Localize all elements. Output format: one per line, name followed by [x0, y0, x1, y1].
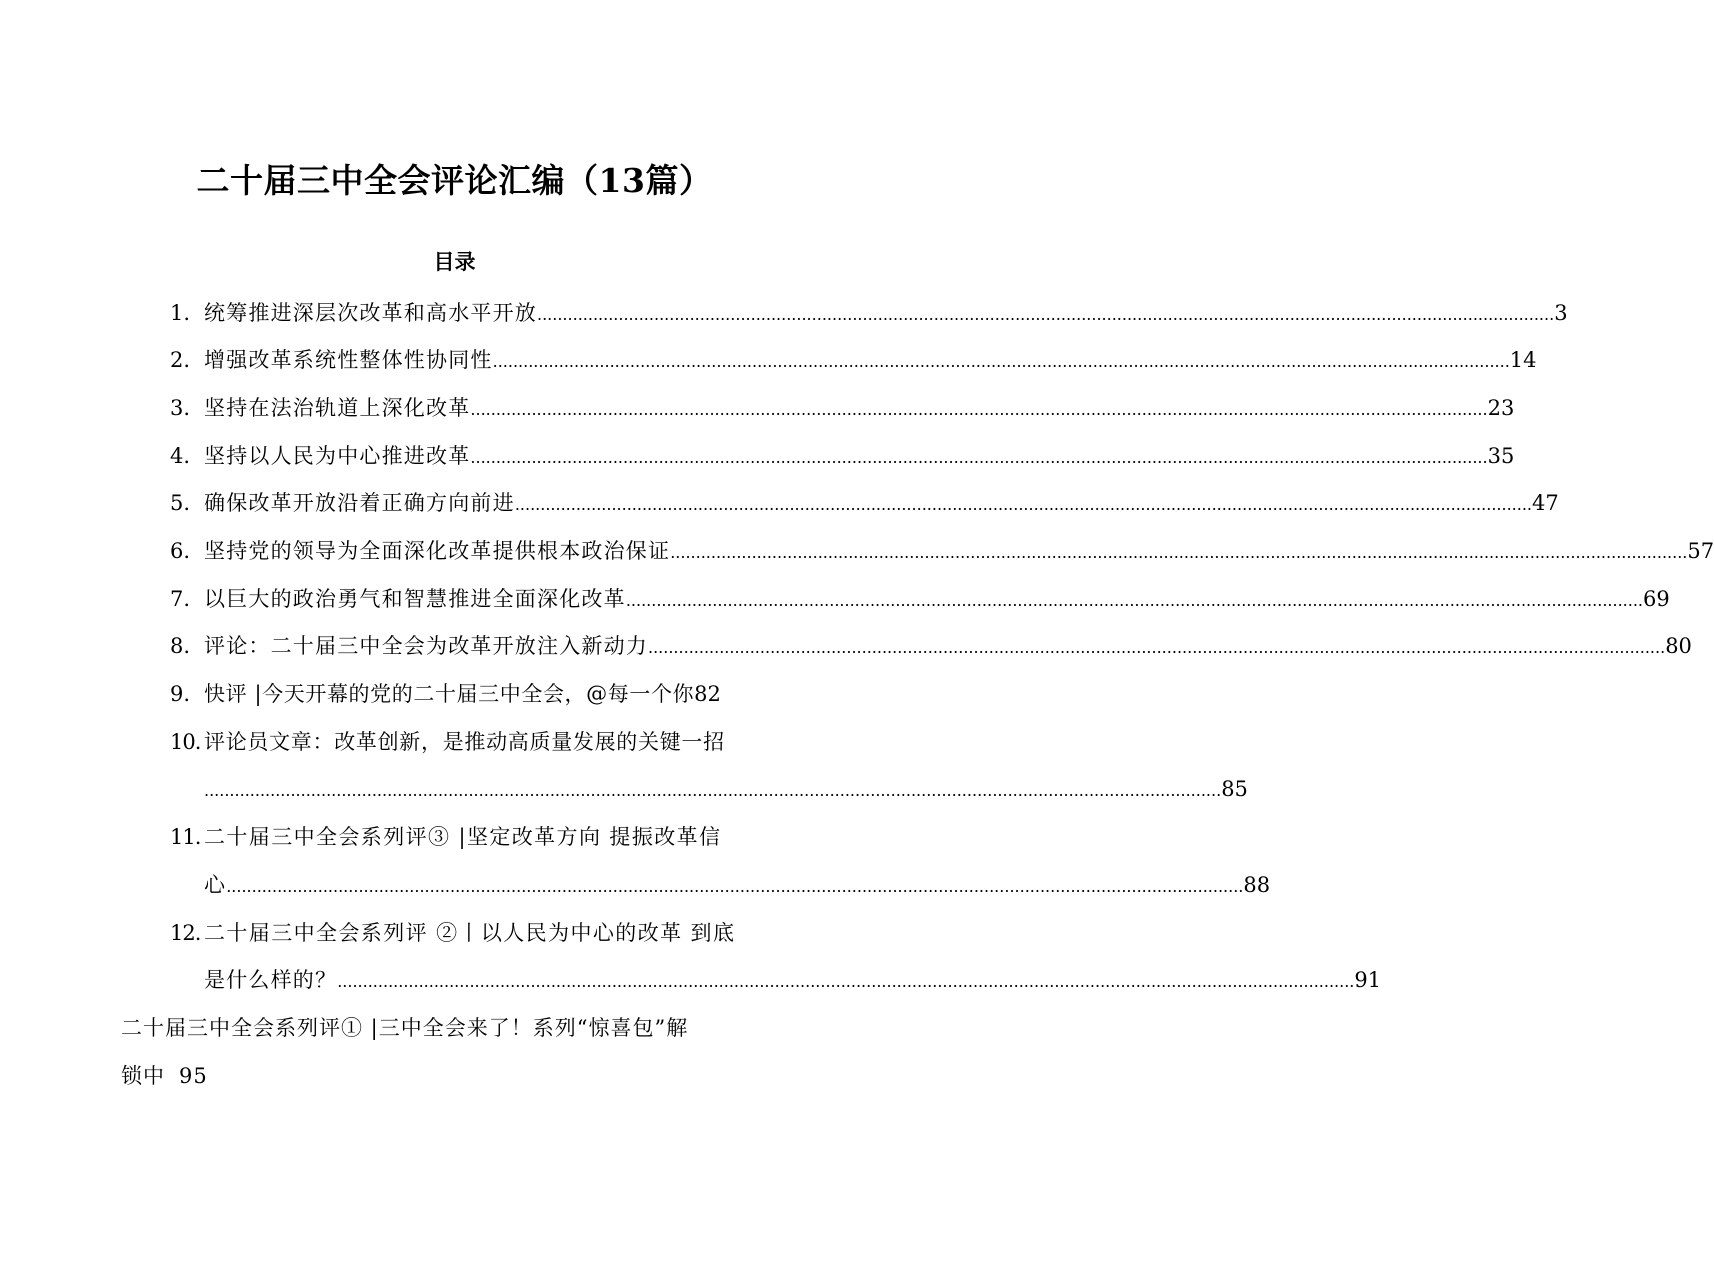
toc-entry-text-continued: 心 [204, 873, 227, 897]
toc-entry-text: 快评 |今天开幕的党的二十届三中全会，@每一个你 [204, 682, 695, 706]
toc-leader-dots: ........................................................................................................................................................................................................ [204, 781, 1222, 800]
toc-entry-text: 坚持以人民为中心推进改革 [204, 444, 471, 468]
toc-entry-12-continuation[interactable] [204, 964, 1382, 996]
toc-entry-text: 确保改革开放沿着正确方向前进 [204, 491, 515, 515]
toc-entry-3[interactable] [170, 392, 1515, 424]
toc-entry-page: 23 [1487, 396, 1515, 420]
toc-entry-page: 82 [694, 682, 721, 706]
toc-entry-page: 57 [1687, 539, 1714, 563]
toc-entry-text: 二十届三中全会系列评 ②丨以人民为中心的改革 到底 [204, 921, 736, 945]
toc-entry-page: 80 [1665, 634, 1692, 658]
toc-entry-6[interactable] [170, 535, 1714, 567]
toc-leader-dots: ........................................................................................................................................................................................................ [470, 448, 1488, 467]
toc-entry-1[interactable] [170, 297, 1568, 329]
toc-entry-page: 35 [1487, 444, 1515, 468]
toc-entry-text: 二十届三中全会系列评③ |坚定改革方向 提振改革信 [204, 825, 722, 849]
toc-entry-number: 3. [170, 396, 191, 420]
toc-entry-page: 91 [1354, 968, 1382, 992]
toc-entry-number: 8. [170, 634, 191, 658]
toc-entry-8[interactable] [170, 630, 1692, 662]
toc-entry-number: 12. [170, 921, 201, 945]
toc-entry-number: 6. [170, 539, 191, 563]
toc-entry-number: 10. [170, 730, 201, 754]
toc-entry-number: 2. [170, 348, 191, 372]
toc-entry-12[interactable] [170, 917, 790, 949]
toc-entry-page: 88 [1243, 873, 1271, 897]
toc-entry-text: 坚持党的领导为全面深化改革提供根本政治保证 [204, 539, 671, 563]
toc-entry-text: 增强改革系统性整体性协同性 [204, 348, 493, 372]
toc-entry-9[interactable] [170, 678, 790, 710]
toc-entry-number: 11. [170, 825, 201, 849]
toc-entry-number: 4. [170, 444, 191, 468]
toc-entry-10[interactable] [170, 726, 790, 758]
toc-entry-page: 14 [1509, 348, 1537, 372]
toc-leader-dots: ........................................................................................................................................................................................................ [670, 543, 1688, 562]
toc-entry-text: 坚持在法治轨道上深化改革 [204, 396, 471, 420]
toc-entry-text-continued: 锁中 [121, 1064, 165, 1088]
toc-entry-10-continuation[interactable] [204, 773, 1248, 805]
toc-entry-page: 69 [1643, 587, 1670, 611]
toc-entry-text: 评论：二十届三中全会为改革开放注入新动力 [204, 634, 648, 658]
toc-leader-dots: ........................................................................................................................................................................................................ [648, 638, 1666, 657]
toc-heading: 目录 [433, 249, 476, 274]
toc-entry-page: 95 [179, 1064, 208, 1088]
toc-entry-5[interactable] [170, 487, 1559, 519]
toc-entry-text: 统筹推进深层次改革和高水平开放 [204, 301, 537, 325]
toc-leader-dots: ........................................................................................................................................................................................................ [625, 591, 1643, 610]
toc-leader-dots: ........................................................................................................................................................................................................ [537, 305, 1555, 324]
toc-leader-dots: ........................................................................................................................................................................................................ [226, 877, 1244, 896]
toc-entry-number: 7. [170, 587, 191, 611]
document-title: 二十届三中全会评论汇编（13篇） [196, 161, 713, 200]
toc-entry-number: 5. [170, 491, 191, 515]
toc-leader-dots: ........................................................................................................................................................................................................ [337, 972, 1355, 991]
toc-entry-text: 以巨大的政治勇气和智慧推进全面深化改革 [204, 587, 626, 611]
toc-entry-number: 9. [170, 682, 191, 706]
toc-entry-13-line2[interactable] [121, 1060, 208, 1092]
toc-entry-page: 47 [1532, 491, 1559, 515]
toc-entry-11-continuation[interactable] [204, 869, 1271, 901]
toc-entry-4[interactable] [170, 440, 1515, 472]
toc-entry-13-line1[interactable]: 二十届三中全会系列评① |三中全会来了！系列“惊喜包”解 [121, 1016, 689, 1040]
toc-leader-dots: ........................................................................................................................................................................................................ [492, 352, 1510, 371]
toc-entry-page: 3 [1554, 301, 1568, 325]
toc-entry-2[interactable] [170, 344, 1537, 376]
toc-leader-dots: ........................................................................................................................................................................................................ [514, 495, 1532, 514]
toc-entry-page: 85 [1221, 777, 1248, 801]
toc-entry-number: 1. [170, 301, 191, 325]
toc-entry-text-continued: 是什么样的？ [204, 968, 338, 992]
toc-entry-7[interactable] [170, 583, 1670, 615]
toc-entry-11[interactable] [170, 821, 790, 853]
toc-entry-text: 评论员文章：改革创新，是推动高质量发展的关键一招 [204, 730, 725, 754]
toc-leader-dots: ........................................................................................................................................................................................................ [470, 400, 1488, 419]
